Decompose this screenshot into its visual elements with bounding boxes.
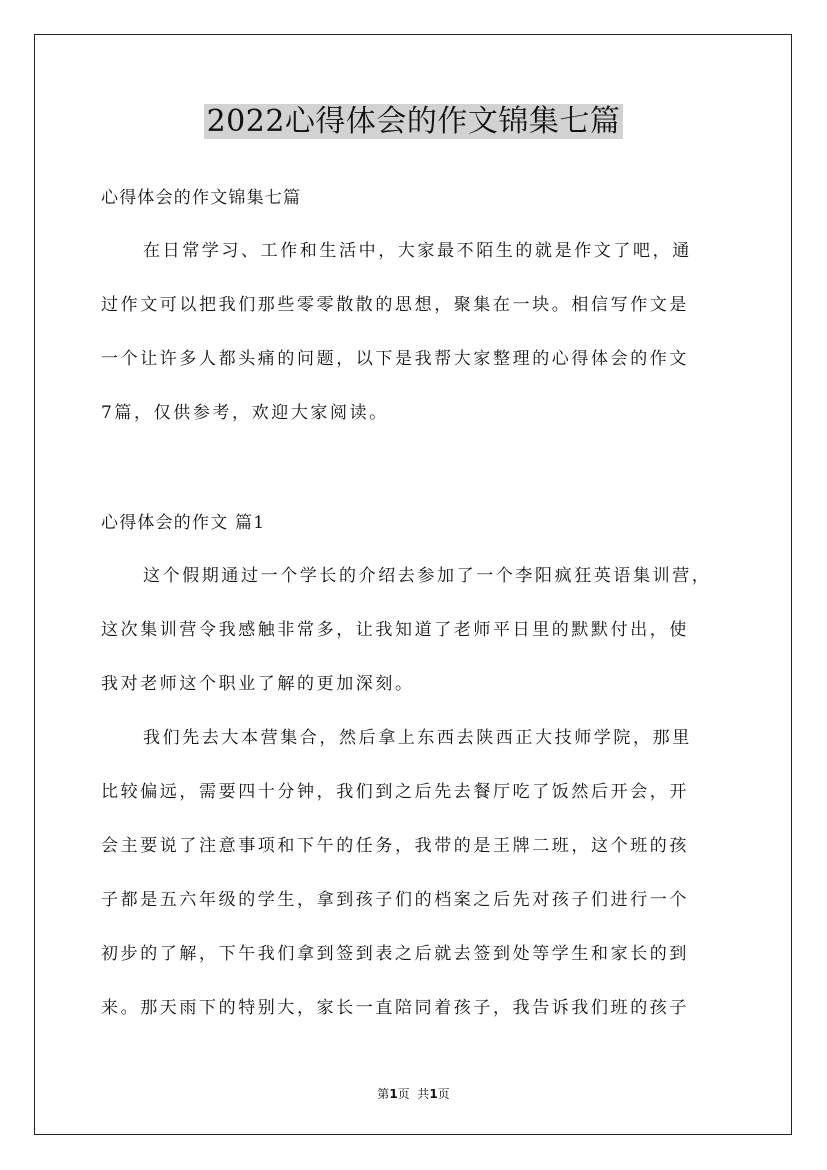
- intro-line: 7篇，仅供参考，欢迎大家阅读。: [101, 403, 389, 423]
- footer-page-number: 1: [389, 1087, 398, 1101]
- paragraph-line: 来。那天雨下的特别大，家长一直陪同着孩子，我告诉我们班的孩子: [101, 998, 689, 1018]
- section-heading: 心得体会的作文 篇1: [101, 513, 266, 533]
- footer-page-prefix: 第: [377, 1087, 390, 1101]
- paragraph-line: 这次集训营令我感触非常多，让我知道了老师平日里的默默付出，使: [101, 620, 689, 640]
- paragraph-line: 子都是五六年级的学生，拿到孩子们的档案之后先对孩子们进行一个: [101, 890, 689, 910]
- page-footer: [0, 1085, 827, 1102]
- document-title-text: 2022心得体会的作文锦集七篇: [204, 104, 624, 139]
- paragraph-line: 我们先去大本营集合，然后拿上东西去陕西正大技师学院，那里: [143, 728, 692, 748]
- paragraph-line: 会主要说了注意事项和下午的任务，我带的是王牌二班，这个班的孩: [101, 836, 689, 856]
- paragraph-line: 初步的了解，下午我们拿到签到表之后就去签到处等学生和家长的到: [101, 944, 689, 964]
- document-title: [0, 101, 827, 143]
- intro-line: 在日常学习、工作和生活中，大家最不陌生的就是作文了吧，通: [143, 241, 692, 261]
- footer-page-total: 1: [429, 1087, 438, 1101]
- subtitle: 心得体会的作文锦集七篇: [101, 188, 302, 208]
- footer-page-mid: 页 共: [397, 1087, 430, 1101]
- paragraph-line: 我对老师这个职业了解的更加深刻。: [101, 674, 415, 694]
- paragraph-line: 这个假期通过一个学长的介绍去参加了一个李阳疯狂英语集训营，: [143, 566, 712, 586]
- paragraph-line: 比较偏远，需要四十分钟，我们到之后先去餐厅吃了饭然后开会，开: [101, 782, 689, 802]
- intro-line: 一个让许多人都头痛的问题，以下是我帮大家整理的心得体会的作文: [101, 349, 689, 369]
- intro-line: 过作文可以把我们那些零零散散的思想，聚集在一块。相信写作文是: [101, 295, 689, 315]
- footer-page-suffix: 页: [437, 1087, 450, 1101]
